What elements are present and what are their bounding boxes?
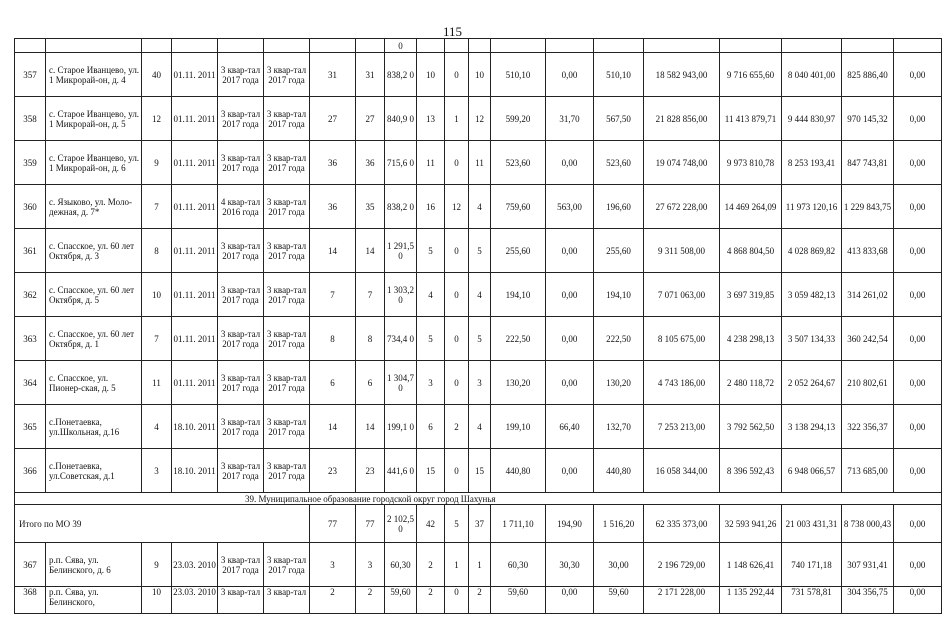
quarter-start: 3 квар-тал 2017 года — [218, 543, 264, 587]
area-total: 599,20 — [491, 97, 546, 141]
rooms-b: 12 — [469, 97, 491, 141]
quarter-start: 3 квар-тал 2017 года — [218, 229, 264, 273]
area-total: 440,80 — [491, 449, 546, 493]
area-total: 222,50 — [491, 317, 546, 361]
total-rooms-a: 5 — [445, 505, 469, 543]
money-a: 1 135 292,44 — [720, 587, 782, 614]
total-rooms-b: 37 — [469, 505, 491, 543]
area-total: 59,60 — [491, 587, 546, 614]
rooms-total: 10 — [417, 53, 445, 97]
col-b: 36 — [356, 141, 385, 185]
area-b: 130,20 — [594, 361, 644, 405]
area-value: 734,4 0 — [385, 317, 417, 361]
rooms-total: 2 — [417, 587, 445, 614]
rooms-a: 0 — [445, 317, 469, 361]
quarter-end: 3 квар-тал 2017 года — [264, 97, 310, 141]
money-total: 7 253 213,00 — [644, 405, 720, 449]
money-b: 6 948 066,57 — [782, 449, 842, 493]
page-number: 115 — [442, 24, 463, 39]
quarter-start: 3 квар-тал 2017 года — [218, 405, 264, 449]
date: 23.03. 2010 — [172, 587, 218, 614]
col-b: 31 — [356, 53, 385, 97]
rooms-b: 2 — [469, 587, 491, 614]
money-total: 7 071 063,00 — [644, 273, 720, 317]
area-total: 60,30 — [491, 543, 546, 587]
zero-value: 0,00 — [894, 53, 942, 97]
money-total: 18 582 943,00 — [644, 53, 720, 97]
rooms-total: 16 — [417, 185, 445, 229]
rooms-b: 4 — [469, 185, 491, 229]
money-c: 825 886,40 — [842, 53, 894, 97]
money-a: 4 868 804,50 — [720, 229, 782, 273]
col-count: 7 — [142, 317, 172, 361]
address: с. Спасское, ул. 60 лет Октября, д. 3 — [46, 229, 142, 273]
rooms-a: 1 — [445, 543, 469, 587]
rooms-a: 12 — [445, 185, 469, 229]
col-a: 31 — [310, 53, 356, 97]
area-a: 563,00 — [546, 185, 594, 229]
row-number: 360 — [15, 185, 46, 229]
rooms-total: 3 — [417, 361, 445, 405]
money-c: 713 685,00 — [842, 449, 894, 493]
money-b: 9 444 830,97 — [782, 97, 842, 141]
address: с. Спасское, ул. Пионер-ская, д. 5 — [46, 361, 142, 405]
area-total: 510,10 — [491, 53, 546, 97]
col-a: 14 — [310, 405, 356, 449]
zero-value: 0,00 — [894, 273, 942, 317]
money-c: 210 802,61 — [842, 361, 894, 405]
date: 01.11. 2011 — [172, 53, 218, 97]
date: 01.11. 2011 — [172, 273, 218, 317]
rooms-total: 13 — [417, 97, 445, 141]
rooms-b: 11 — [469, 141, 491, 185]
zero-value: 0,00 — [894, 587, 942, 614]
rooms-b: 5 — [469, 317, 491, 361]
col-count: 7 — [142, 185, 172, 229]
table-row — [15, 273, 942, 317]
money-b: 740 171,18 — [782, 543, 842, 587]
zero-value: 0,00 — [894, 317, 942, 361]
row-number: 359 — [15, 141, 46, 185]
area-a: 0,00 — [546, 273, 594, 317]
quarter-start: 4 квар-тал 2016 года — [218, 185, 264, 229]
col-b: 7 — [356, 273, 385, 317]
table-row — [15, 361, 942, 405]
address: с.Понетаевка, ул.Школьная, д.16 — [46, 405, 142, 449]
area-value: 715,6 0 — [385, 141, 417, 185]
col-count: 8 — [142, 229, 172, 273]
money-total: 19 074 748,00 — [644, 141, 720, 185]
money-a: 9 973 810,78 — [720, 141, 782, 185]
quarter-end: 3 квар-тал — [264, 587, 310, 614]
top-strip-row — [15, 39, 942, 53]
quarter-end: 3 квар-тал 2017 года — [264, 449, 310, 493]
money-b: 3 138 294,13 — [782, 405, 842, 449]
top-strip-value: 0 — [385, 39, 417, 53]
row-number: 366 — [15, 449, 46, 493]
date: 18.10. 2011 — [172, 449, 218, 493]
money-total: 4 743 186,00 — [644, 361, 720, 405]
total-money-a: 32 593 941,26 — [720, 505, 782, 543]
area-a: 30,30 — [546, 543, 594, 587]
rooms-total: 15 — [417, 449, 445, 493]
total-area-value: 2 102,5 0 — [385, 505, 417, 543]
quarter-end: 3 квар-тал 2017 года — [264, 273, 310, 317]
money-c: 970 145,32 — [842, 97, 894, 141]
rooms-b: 4 — [469, 273, 491, 317]
table-row — [15, 587, 942, 614]
money-a: 4 238 298,13 — [720, 317, 782, 361]
address: с. Спасское, ул. 60 лет Октября, д. 1 — [46, 317, 142, 361]
row-number: 357 — [15, 53, 46, 97]
rooms-total: 4 — [417, 273, 445, 317]
col-a: 36 — [310, 185, 356, 229]
zero-value: 0,00 — [894, 97, 942, 141]
total-label: Итого по МО 39 — [15, 505, 310, 543]
col-a: 36 — [310, 141, 356, 185]
col-count: 3 — [142, 449, 172, 493]
money-a: 8 396 592,43 — [720, 449, 782, 493]
quarter-start: 3 квар-тал 2017 года — [218, 273, 264, 317]
money-c: 304 356,75 — [842, 587, 894, 614]
rooms-a: 2 — [445, 405, 469, 449]
col-count: 11 — [142, 361, 172, 405]
money-total: 9 311 508,00 — [644, 229, 720, 273]
rooms-b: 3 — [469, 361, 491, 405]
area-value: 1 304,7 0 — [385, 361, 417, 405]
col-count: 9 — [142, 141, 172, 185]
total-area-a: 194,90 — [546, 505, 594, 543]
col-b: 2 — [356, 587, 385, 614]
col-count: 10 — [142, 587, 172, 614]
zero-value: 0,00 — [894, 361, 942, 405]
quarter-end: 3 квар-тал 2017 года — [264, 543, 310, 587]
quarter-end: 3 квар-тал 2017 года — [264, 361, 310, 405]
col-count: 4 — [142, 405, 172, 449]
area-a: 0,00 — [546, 141, 594, 185]
money-total: 16 058 344,00 — [644, 449, 720, 493]
row-number: 368 — [15, 587, 46, 614]
area-b: 523,60 — [594, 141, 644, 185]
money-b: 2 052 264,67 — [782, 361, 842, 405]
money-b: 731 578,81 — [782, 587, 842, 614]
total-zero-value: 0,00 — [894, 505, 942, 543]
date: 01.11. 2011 — [172, 317, 218, 361]
col-a: 3 — [310, 543, 356, 587]
section-title: 39. Муниципальное образование городской округ город Шахунья — [15, 493, 942, 505]
col-a: 8 — [310, 317, 356, 361]
quarter-start: 3 квар-тал 2017 года — [218, 317, 264, 361]
total-money-b: 21 003 431,31 — [782, 505, 842, 543]
row-number: 364 — [15, 361, 46, 405]
area-value: 1 303,2 0 — [385, 273, 417, 317]
address: с. Старое Иванцево, ул. 1 Микрорай-он, д. 6 — [46, 141, 142, 185]
rooms-a: 1 — [445, 97, 469, 141]
area-a: 0,00 — [546, 587, 594, 614]
area-b: 194,10 — [594, 273, 644, 317]
table-row — [15, 97, 942, 141]
col-b: 23 — [356, 449, 385, 493]
area-total: 194,10 — [491, 273, 546, 317]
quarter-start: 3 квар-тал — [218, 587, 264, 614]
table-row — [15, 141, 942, 185]
row-number: 365 — [15, 405, 46, 449]
col-b: 14 — [356, 405, 385, 449]
area-value: 1 291,5 0 — [385, 229, 417, 273]
rooms-a: 0 — [445, 449, 469, 493]
area-total: 523,60 — [491, 141, 546, 185]
address: с. Языково, ул. Моло-дежная, д. 7* — [46, 185, 142, 229]
money-a: 3 792 562,50 — [720, 405, 782, 449]
rooms-total: 5 — [417, 229, 445, 273]
section-row — [15, 493, 942, 505]
rooms-a: 0 — [445, 141, 469, 185]
money-b: 8 040 401,00 — [782, 53, 842, 97]
rooms-a: 0 — [445, 53, 469, 97]
area-a: 0,00 — [546, 317, 594, 361]
col-a: 6 — [310, 361, 356, 405]
money-a: 2 480 118,72 — [720, 361, 782, 405]
address: р.п. Сява, ул. Белинского, д. 6 — [46, 543, 142, 587]
zero-value: 0,00 — [894, 185, 942, 229]
address: с. Старое Иванцево, ул. 1 Микрорай-он, д. 5 — [46, 97, 142, 141]
money-b: 4 028 869,82 — [782, 229, 842, 273]
money-c: 1 229 843,75 — [842, 185, 894, 229]
area-b: 255,60 — [594, 229, 644, 273]
table-row — [15, 229, 942, 273]
quarter-end: 3 квар-тал 2017 года — [264, 405, 310, 449]
money-total: 8 105 675,00 — [644, 317, 720, 361]
rooms-b: 4 — [469, 405, 491, 449]
col-a: 23 — [310, 449, 356, 493]
quarter-start: 3 квар-тал 2017 года — [218, 361, 264, 405]
table-row — [15, 185, 942, 229]
money-c: 847 743,81 — [842, 141, 894, 185]
money-a: 3 697 319,85 — [720, 273, 782, 317]
area-a: 66,40 — [546, 405, 594, 449]
col-count: 12 — [142, 97, 172, 141]
col-a: 14 — [310, 229, 356, 273]
quarter-end: 3 квар-тал 2017 года — [264, 229, 310, 273]
quarter-start: 3 квар-тал 2017 года — [218, 449, 264, 493]
address: с.Понетаевка, ул.Советская, д.1 — [46, 449, 142, 493]
total-money-c: 8 738 000,43 — [842, 505, 894, 543]
area-a: 0,00 — [546, 449, 594, 493]
col-a: 27 — [310, 97, 356, 141]
total-rooms-total: 42 — [417, 505, 445, 543]
money-a: 9 716 655,60 — [720, 53, 782, 97]
area-value: 60,30 — [385, 543, 417, 587]
rooms-a: 0 — [445, 273, 469, 317]
money-a: 14 469 264,09 — [720, 185, 782, 229]
area-b: 30,00 — [594, 543, 644, 587]
quarter-end: 3 квар-тал 2017 года — [264, 317, 310, 361]
rooms-total: 2 — [417, 543, 445, 587]
total-area-b: 1 516,20 — [594, 505, 644, 543]
rooms-a: 0 — [445, 587, 469, 614]
area-a: 0,00 — [546, 361, 594, 405]
money-a: 11 413 879,71 — [720, 97, 782, 141]
table-row — [15, 449, 942, 493]
rooms-a: 0 — [445, 229, 469, 273]
money-total: 21 828 856,00 — [644, 97, 720, 141]
area-value: 441,6 0 — [385, 449, 417, 493]
money-c: 314 261,02 — [842, 273, 894, 317]
col-b: 14 — [356, 229, 385, 273]
area-b: 222,50 — [594, 317, 644, 361]
date: 18.10. 2011 — [172, 405, 218, 449]
money-c: 307 931,41 — [842, 543, 894, 587]
total-row — [15, 505, 942, 543]
address: с. Спасское, ул. 60 лет Октября, д. 5 — [46, 273, 142, 317]
date: 01.11. 2011 — [172, 361, 218, 405]
rooms-total: 6 — [417, 405, 445, 449]
area-b: 132,70 — [594, 405, 644, 449]
area-b: 510,10 — [594, 53, 644, 97]
rooms-a: 0 — [445, 361, 469, 405]
date: 01.11. 2011 — [172, 185, 218, 229]
money-b: 11 973 120,16 — [782, 185, 842, 229]
money-b: 3 059 482,13 — [782, 273, 842, 317]
col-b: 8 — [356, 317, 385, 361]
row-number: 362 — [15, 273, 46, 317]
col-b: 3 — [356, 543, 385, 587]
zero-value: 0,00 — [894, 141, 942, 185]
money-total: 2 171 228,00 — [644, 587, 720, 614]
area-b: 440,80 — [594, 449, 644, 493]
total-money-total: 62 335 373,00 — [644, 505, 720, 543]
money-total: 2 196 729,00 — [644, 543, 720, 587]
rooms-b: 15 — [469, 449, 491, 493]
quarter-start: 3 квар-тал 2017 года — [218, 97, 264, 141]
quarter-start: 3 квар-тал 2017 года — [218, 53, 264, 97]
quarter-start: 3 квар-тал 2017 года — [218, 141, 264, 185]
col-b: 27 — [356, 97, 385, 141]
col-count: 9 — [142, 543, 172, 587]
col-count: 10 — [142, 273, 172, 317]
date: 23.03. 2010 — [172, 543, 218, 587]
quarter-end: 3 квар-тал 2017 года — [264, 141, 310, 185]
area-total: 759,60 — [491, 185, 546, 229]
area-b: 59,60 — [594, 587, 644, 614]
money-c: 360 242,54 — [842, 317, 894, 361]
area-value: 838,2 0 — [385, 53, 417, 97]
zero-value: 0,00 — [894, 543, 942, 587]
quarter-end: 3 квар-тал 2017 года — [264, 53, 310, 97]
area-total: 255,60 — [491, 229, 546, 273]
housing-table — [14, 38, 942, 614]
rooms-b: 5 — [469, 229, 491, 273]
area-total: 199,10 — [491, 405, 546, 449]
rooms-total: 11 — [417, 141, 445, 185]
area-b: 196,60 — [594, 185, 644, 229]
date: 01.11. 2011 — [172, 97, 218, 141]
row-number: 358 — [15, 97, 46, 141]
col-a: 2 — [310, 587, 356, 614]
row-number: 363 — [15, 317, 46, 361]
money-total: 27 672 228,00 — [644, 185, 720, 229]
table-row — [15, 543, 942, 587]
zero-value: 0,00 — [894, 405, 942, 449]
address: р.п. Сява, ул. Белинского, — [46, 587, 142, 614]
area-value: 838,2 0 — [385, 185, 417, 229]
rooms-b: 1 — [469, 543, 491, 587]
money-c: 322 356,37 — [842, 405, 894, 449]
row-number: 367 — [15, 543, 46, 587]
money-b: 8 253 193,41 — [782, 141, 842, 185]
table-row — [15, 317, 942, 361]
area-a: 0,00 — [546, 229, 594, 273]
table-row — [15, 405, 942, 449]
area-value: 59,60 — [385, 587, 417, 614]
area-value: 199,1 0 — [385, 405, 417, 449]
zero-value: 0,00 — [894, 449, 942, 493]
col-count: 40 — [142, 53, 172, 97]
date: 01.11. 2011 — [172, 229, 218, 273]
area-a: 31,70 — [546, 97, 594, 141]
rooms-total: 5 — [417, 317, 445, 361]
total-area-total: 1 711,10 — [491, 505, 546, 543]
col-b: 35 — [356, 185, 385, 229]
table-row — [15, 53, 942, 97]
money-a: 1 148 626,41 — [720, 543, 782, 587]
table-body — [15, 39, 942, 614]
area-value: 840,9 0 — [385, 97, 417, 141]
total-col-b: 77 — [356, 505, 385, 543]
quarter-end: 3 квар-тал 2017 года — [264, 185, 310, 229]
col-a: 7 — [310, 273, 356, 317]
row-number: 361 — [15, 229, 46, 273]
area-a: 0,00 — [546, 53, 594, 97]
date: 01.11. 2011 — [172, 141, 218, 185]
zero-value: 0,00 — [894, 229, 942, 273]
money-c: 413 833,68 — [842, 229, 894, 273]
area-total: 130,20 — [491, 361, 546, 405]
rooms-b: 10 — [469, 53, 491, 97]
area-b: 567,50 — [594, 97, 644, 141]
money-b: 3 507 134,33 — [782, 317, 842, 361]
total-col-a: 77 — [310, 505, 356, 543]
address: с. Старое Иванцево, ул. 1 Микрорай-он, д. 4 — [46, 53, 142, 97]
col-b: 6 — [356, 361, 385, 405]
